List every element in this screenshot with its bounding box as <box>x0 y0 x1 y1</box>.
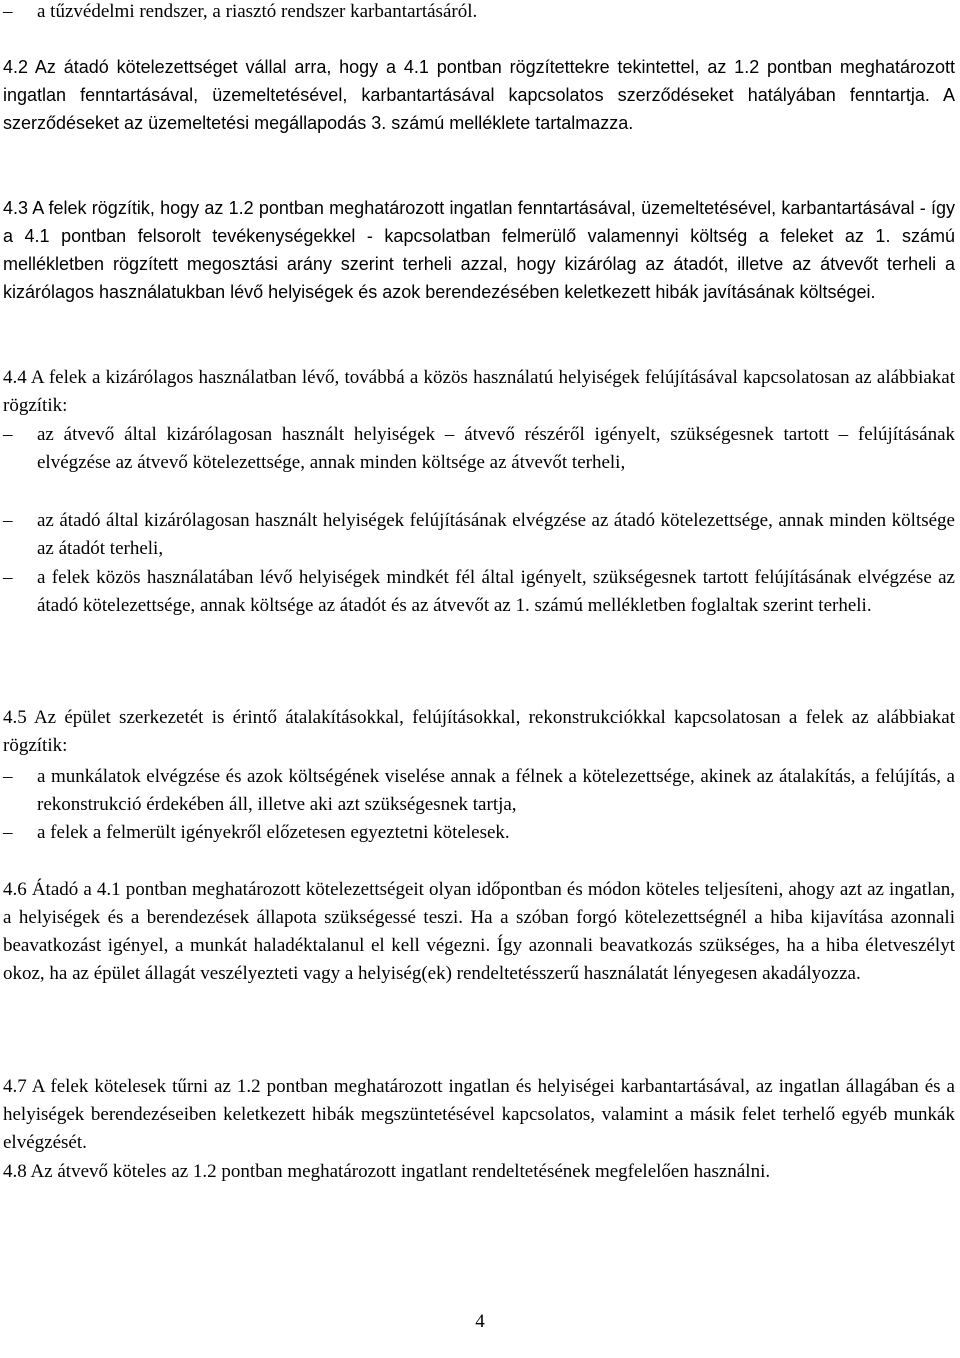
list-dash: – <box>3 510 13 531</box>
list-dash: – <box>3 822 13 843</box>
page-number: 4 <box>475 1311 485 1332</box>
list-dash: – <box>3 1 13 22</box>
paragraph-4-3: 4.3 A felek rögzítik, hogy az 1.2 pontban meghatározott ingatlan fenntartásával, üzemeltetésével, karbantartásával - így a 4.1 pontban felsorolt tevékenységekkel - kapcsolatban felmerülő valamennyi költség a feleket az 1. számú mellékletben rögzített megosztási arány szerint terheli azzal, hogy kizárólag az átadót, illetve az átvevőt terheli a kizárólagos használatukban lévő helyiségek és azok berendezésében keletkezett hibák javításának költségei. <box>3 198 955 302</box>
list-item-text: a munkálatok elvégzése és azok költségének viselése annak a félnek a kötelezettsége, akinek az átalakítás, a felújítás, a rekonstrukció érdekében áll, illetve aki azt szükségesnek tartja, <box>37 766 955 815</box>
list-item-4-4-2 <box>3 507 955 563</box>
paragraph-4-4: 4.4 A felek a kizárólagos használatban lévő, továbbá a közös használatú helyiségek felújításával kapcsolatosan az alábbiakat rögzítik: <box>3 367 955 416</box>
list-dash: – <box>3 766 13 787</box>
list-item-text: a felek közös használatában lévő helyiségek mindkét fél által igényelt, szükségesnek tartott felújításának elvégzése az átadó kötelezettsége, annak költsége az átadót és az átvevőt az 1. számú mellékletben foglaltak szerint terheli. <box>37 567 955 616</box>
list-item-4-5-1 <box>3 763 955 819</box>
list-item-text: az átvevő által kizárólagosan használt helyiségek – átvevő részéről igényelt, szükségesnek tartott – felújításának elvégzése az átvevő kötelezettsége, annak minden költsége az átvevőt terheli, <box>37 424 955 473</box>
paragraph-4-2: 4.2 Az átadó kötelezettséget vállal arra, hogy a 4.1 pontban rögzítettekre tekintettel, az 1.2 pontban meghatározott ingatlan fenntartásával, üzemeltetésével, karbantartásával kapcsolatos szerződéseket hatályában fenntartja. A szerződéseket az üzemeltetési megállapodás 3. számú melléklete tartalmazza. <box>3 57 955 133</box>
paragraph-4-7: 4.7 A felek kötelesek tűrni az 1.2 pontban meghatározott ingatlan és helyiségei karbantartásával, az ingatlan állagában és a helyiségek berendezéseiben keletkezett hibák megszüntetésével kapcsolatos, valamint a másik felet terhelő egyéb munkák elvégzését. <box>3 1076 955 1153</box>
list-item-text: az átadó által kizárólagosan használt helyiségek felújításának elvégzése az átadó kötelezettsége, annak minden költsége az átadót terheli, <box>37 510 955 559</box>
list-item-4-4-1 <box>3 421 955 477</box>
list-item-text: a felek a felmerült igényekről előzetesen egyeztetni kötelesek. <box>37 822 510 843</box>
list-item-fire-alarm <box>3 0 955 26</box>
paragraph-4-5: 4.5 Az épület szerkezetét is érintő átalakításokkal, felújításokkal, rekonstrukciókkal kapcsolatosan a felek az alábbiakat rögzítik: <box>3 707 955 756</box>
list-item-text: a tűzvédelmi rendszer, a riasztó rendszer karbantartásáról. <box>37 1 478 22</box>
list-item-4-4-3 <box>3 564 955 620</box>
list-item-4-5-2 <box>3 819 955 847</box>
list-dash: – <box>3 424 13 445</box>
paragraph-4-6: 4.6 Átadó a 4.1 pontban meghatározott kötelezettségeit olyan időpontban és módon köteles teljesíteni, ahogy azt az ingatlan, a helyiségek és a berendezések állapota szükségessé teszi. Ha a szóban forgó kötelezettségnél a hiba kijavítása azonnali beavatkozást igényel, a munkát haladéktalanul el kell végezni. Így azonnali beavatkozás szükséges, ha a hiba életveszélyt okoz, ha az épület állagát veszélyezteti vagy a helyiség(ek) rendeltetésszerű használatát lényegesen akadályozza. <box>3 879 955 984</box>
paragraph-4-8: 4.8 Az átvevő köteles az 1.2 pontban meghatározott ingatlant rendeltetésének megfelelően használni. <box>3 1161 771 1182</box>
list-dash: – <box>3 567 13 588</box>
